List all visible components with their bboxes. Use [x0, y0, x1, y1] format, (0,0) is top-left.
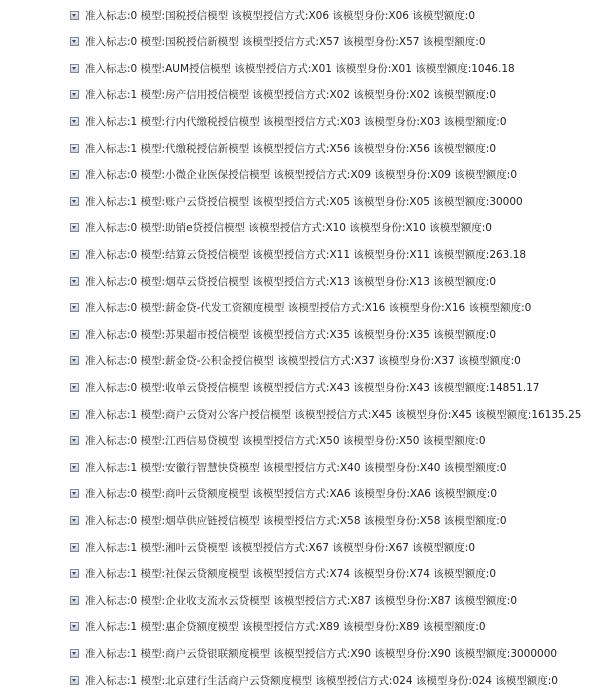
- list-item: [70, 6, 475, 24]
- list-item-text: 准入标志:1 模型:代缴税授信新模型 该模型授信方式:X56 该模型身份:X56 该模型额度:0: [85, 142, 497, 155]
- collapse-arrow-icon[interactable]: [70, 569, 79, 578]
- list-item: [70, 644, 557, 662]
- collapse-arrow-icon[interactable]: [70, 144, 79, 153]
- list-item: [70, 299, 531, 317]
- list-item-text: 准入标志:0 模型:烟草云贷授信模型 该模型授信方式:X13 该模型身份:X13 该模型额度:0: [85, 275, 497, 288]
- list-item: [70, 86, 496, 104]
- collapse-arrow-icon[interactable]: [70, 463, 79, 472]
- list-item: [70, 272, 496, 290]
- list-item: [70, 405, 581, 423]
- collapse-arrow-icon[interactable]: [70, 516, 79, 525]
- list-item: [70, 618, 486, 636]
- collapse-arrow-icon[interactable]: [70, 622, 79, 631]
- list-item-text: 准入标志:1 模型:社保云贷额度模型 该模型授信方式:X74 该模型身份:X74 该模型额度:0: [85, 568, 497, 581]
- collapse-arrow-icon[interactable]: [70, 170, 79, 179]
- collapse-arrow-icon[interactable]: [70, 11, 79, 20]
- collapse-arrow-icon[interactable]: [70, 489, 79, 498]
- list-item-text: 准入标志:0 模型:小微企业医保授信模型 该模型授信方式:X09 该模型身份:X09 该模型额度:0: [85, 169, 518, 182]
- list-item: [70, 458, 507, 476]
- collapse-arrow-icon[interactable]: [70, 676, 79, 685]
- list-item-text: 准入标志:0 模型:苏果超市授信模型 该模型授信方式:X35 该模型身份:X35 该模型额度:0: [85, 328, 497, 341]
- collapse-arrow-icon[interactable]: [70, 277, 79, 286]
- list-item-text: 准入标志:0 模型:薪金贷-代发工资额度模型 该模型授信方式:X16 该模型身份:X16 该模型额度:0: [85, 302, 532, 315]
- collapse-arrow-icon[interactable]: [70, 250, 79, 259]
- list-item-text: 准入标志:0 模型:AUM授信模型 该模型授信方式:X01 该模型身份:X01 该模型额度:1046.18: [85, 62, 515, 75]
- list-item-text: 准入标志:1 模型:北京建行生活商户云贷额度模型 该模型授信方式:024 该模型身份:024 该模型额度:0: [85, 674, 558, 687]
- collapse-arrow-icon[interactable]: [70, 330, 79, 339]
- list-item-text: 准入标志:0 模型:收单云贷授信模型 该模型授信方式:X43 该模型身份:X43 该模型额度:14851.17: [85, 381, 540, 394]
- collapse-arrow-icon[interactable]: [70, 356, 79, 365]
- list-item-text: 准入标志:1 模型:行内代缴税授信模型 该模型授信方式:X03 该模型身份:X03 该模型额度:0: [85, 115, 507, 128]
- list-item-text: 准入标志:0 模型:国税授信模型 该模型授信方式:X06 该模型身份:X06 该模型额度:0: [85, 9, 476, 22]
- list-item-text: 准入标志:0 模型:结算云贷授信模型 该模型授信方式:X11 该模型身份:X11 该模型额度:263.18: [85, 248, 527, 261]
- collapse-arrow-icon[interactable]: [70, 197, 79, 206]
- list-item-text: 准入标志:0 模型:助销e贷授信模型 该模型授信方式:X10 该模型身份:X10 该模型额度:0: [85, 222, 492, 235]
- list-item: [70, 219, 492, 237]
- list-item-text: 准入标志:1 模型:湘叶云贷模型 该模型授信方式:X67 该模型身份:X67 该模型额度:0: [85, 541, 476, 554]
- list-item-text: 准入标志:0 模型:国税授信新模型 该模型授信方式:X57 该模型身份:X57 该模型额度:0: [85, 36, 486, 49]
- list-item: [70, 671, 558, 689]
- list-item-text: 准入标志:0 模型:企业收支流水云贷模型 该模型授信方式:X87 该模型身份:X87 该模型额度:0: [85, 594, 518, 607]
- list-item: [70, 565, 496, 583]
- list-item: [70, 112, 507, 130]
- list-item: [70, 166, 517, 184]
- list-item: [70, 352, 521, 370]
- collapse-arrow-icon[interactable]: [70, 596, 79, 605]
- list-item-text: 准入标志:0 模型:薪金贷-公积金授信模型 该模型授信方式:X37 该模型身份:X37 该模型额度:0: [85, 355, 521, 368]
- collapse-arrow-icon[interactable]: [70, 543, 79, 552]
- list-item: [70, 139, 496, 157]
- list-item-text: 准入标志:1 模型:惠企贷额度模型 该模型授信方式:X89 该模型身份:X89 该模型额度:0: [85, 621, 486, 634]
- list-item: [70, 33, 486, 51]
- collapse-arrow-icon[interactable]: [70, 436, 79, 445]
- list-item-text: 准入标志:1 模型:商户云贷银联额度模型 该模型授信方式:X90 该模型身份:X90 该模型额度:3000000: [85, 647, 558, 660]
- list-item: [70, 511, 507, 529]
- list-item: [70, 325, 496, 343]
- collapse-arrow-icon[interactable]: [70, 410, 79, 419]
- collapse-arrow-icon[interactable]: [70, 117, 79, 126]
- list-item-text: 准入标志:1 模型:房产信用授信模型 该模型授信方式:X02 该模型身份:X02 该模型额度:0: [85, 89, 497, 102]
- list-item-text: 准入标志:0 模型:江西信易贷模型 该模型授信方式:X50 该模型身份:X50 该模型额度:0: [85, 435, 486, 448]
- collapse-arrow-icon[interactable]: [70, 383, 79, 392]
- list-item: [70, 432, 486, 450]
- list-item: [70, 591, 517, 609]
- list-item-text: 准入标志:1 模型:账户云贷授信模型 该模型授信方式:X05 该模型身份:X05 该模型额度:30000: [85, 195, 523, 208]
- list-item: [70, 192, 523, 210]
- collapse-arrow-icon[interactable]: [70, 303, 79, 312]
- collapse-arrow-icon[interactable]: [70, 64, 79, 73]
- list-item-text: 准入标志:0 模型:烟草供应链授信模型 该模型授信方式:X58 该模型身份:X58 该模型额度:0: [85, 514, 507, 527]
- list-item: [70, 538, 475, 556]
- list-item-text: 准入标志:1 模型:商户云贷对公客户授信模型 该模型授信方式:X45 该模型身份:X45 该模型额度:16135.25: [85, 408, 582, 421]
- list-item: [70, 59, 515, 77]
- collapse-arrow-icon[interactable]: [70, 37, 79, 46]
- list-item: [70, 245, 526, 263]
- collapse-arrow-icon[interactable]: [70, 223, 79, 232]
- list-item-text: 准入标志:0 模型:商叶云贷额度模型 该模型授信方式:XA6 该模型身份:XA6 该模型额度:0: [85, 488, 498, 501]
- list-item-text: 准入标志:1 模型:安徽行智慧快贷模型 该模型授信方式:X40 该模型身份:X40 该模型额度:0: [85, 461, 507, 474]
- collapse-arrow-icon[interactable]: [70, 90, 79, 99]
- list-item: [70, 485, 497, 503]
- list-item: [70, 378, 539, 396]
- collapse-arrow-icon[interactable]: [70, 649, 79, 658]
